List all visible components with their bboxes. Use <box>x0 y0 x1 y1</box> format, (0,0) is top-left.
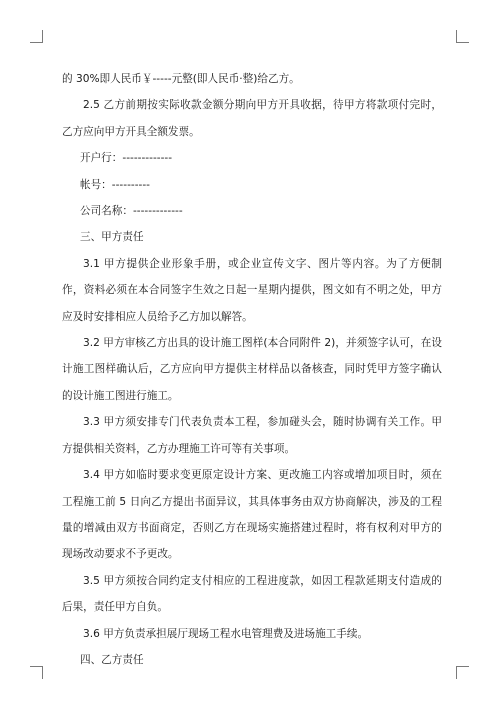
account-number-line: 帐号：---------- <box>80 178 151 191</box>
paragraph-3-4: 3.4 甲方如临时要求变更原定设计方案、更改施工内容或增加项目时，须在工程施工前 5 日向乙方提出书面异议，其具体事务由双方协商解决，涉及的工程量的增减由双方书面商定，否则乙方在现场实施搭建过程时，将有权利对甲方的现场改动要求不予更改。 <box>62 469 442 561</box>
paragraph-3-5: 3.5 甲方须按合同约定支付相应的工程进度款，如因工程款延期支付造成的后果，责任甲方自负。 <box>62 574 442 614</box>
paragraph-2-5: 2.5 乙方前期按实际收款金额分期向甲方开具收据，待甲方将款项付完时，乙方应向甲方开具全额发票。 <box>62 99 442 138</box>
paragraph-3-1: 3.1 甲方提供企业形象手册，或企业宣传文字、图片等内容。为了方便制作，资料必须在本合同签字生效之日起一星期内提供，图文如有不明之处，甲方应及时安排相应人员给予乙方加以解答。 <box>62 257 442 323</box>
section-heading-party-a: 三、甲方责任 <box>80 231 144 244</box>
bank-name-line: 开户行：------------- <box>80 152 173 165</box>
crop-mark-bottom-right <box>456 666 469 679</box>
paragraph-3-3: 3.3 甲方须安排专门代表负责本工程，参加碰头会，随时协调有关工作。甲方提供相关资料，乙方办理施工许可等有关事项。 <box>62 416 442 455</box>
company-name-line: 公司名称：------------- <box>80 205 183 218</box>
document-body <box>62 66 442 673</box>
crop-mark-bottom-left <box>30 666 43 679</box>
paragraph-payment-continuation: 的 30%即人民币￥-----元整(即人民币·整)给乙方。 <box>62 73 300 85</box>
section-heading-party-b: 四、乙方责任 <box>80 653 144 666</box>
paragraph-3-2: 3.2 甲方审核乙方出具的设计施工图样(本合同附件 2)，并须签字认可，在设计施工图样确认后，乙方应向甲方提供主材样品以备核查，同时凭甲方签字确认的设计施工图进行施工。 <box>62 337 442 402</box>
crop-mark-top-left <box>30 30 43 43</box>
crop-mark-top-right <box>456 30 469 43</box>
paragraph-3-6: 3.6 甲方负责承担展厅现场工程水电管理费及进场施工手续。 <box>83 627 369 640</box>
